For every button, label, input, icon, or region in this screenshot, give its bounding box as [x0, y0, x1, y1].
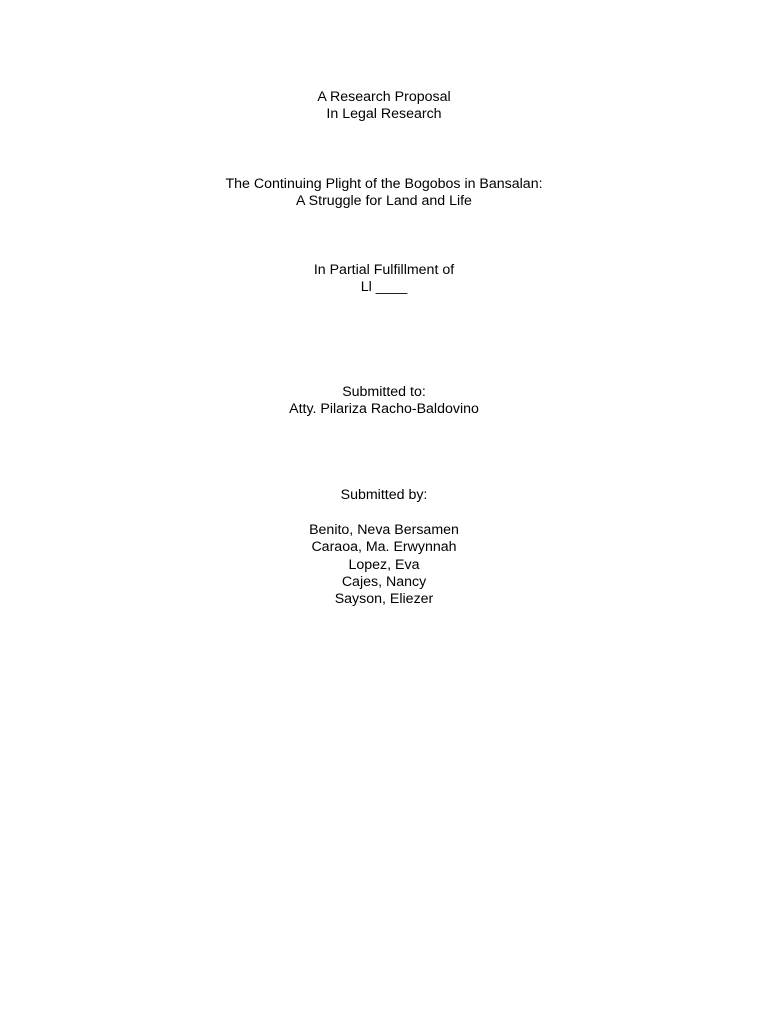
- author-name: Lopez, Eva: [348, 556, 420, 573]
- author-name: Caraoa, Ma. Erwynnah: [311, 539, 457, 556]
- proposal-type-block: [0, 89, 768, 124]
- proposal-type-line-2: In Legal Research: [326, 106, 442, 123]
- author-name: Cajes, Nancy: [341, 574, 427, 591]
- fulfillment-block: [0, 262, 768, 297]
- fulfillment-line-1: In Partial Fulfillment of: [313, 262, 455, 278]
- submitted-to-label: Submitted to:: [342, 384, 426, 400]
- spacer: [0, 504, 768, 521]
- submitted-by-block: [0, 487, 768, 609]
- submitted-to-block: [0, 384, 768, 419]
- author-name: Benito, Neva Bersamen: [309, 521, 459, 538]
- title-block: [0, 176, 768, 211]
- proposal-type-line-1: A Research Proposal: [317, 89, 451, 105]
- author-name: Sayson, Eliezer: [334, 591, 434, 608]
- title-line-1: The Continuing Plight of the Bogobos in Bansalan:: [225, 176, 543, 192]
- submitted-by-label: Submitted by:: [340, 487, 428, 503]
- title-line-2: A Struggle for Land and Life: [296, 193, 472, 210]
- fulfillment-line-2: Ll ____: [360, 279, 408, 296]
- submitted-to-name: Atty. Pilariza Racho-Baldovino: [289, 401, 479, 418]
